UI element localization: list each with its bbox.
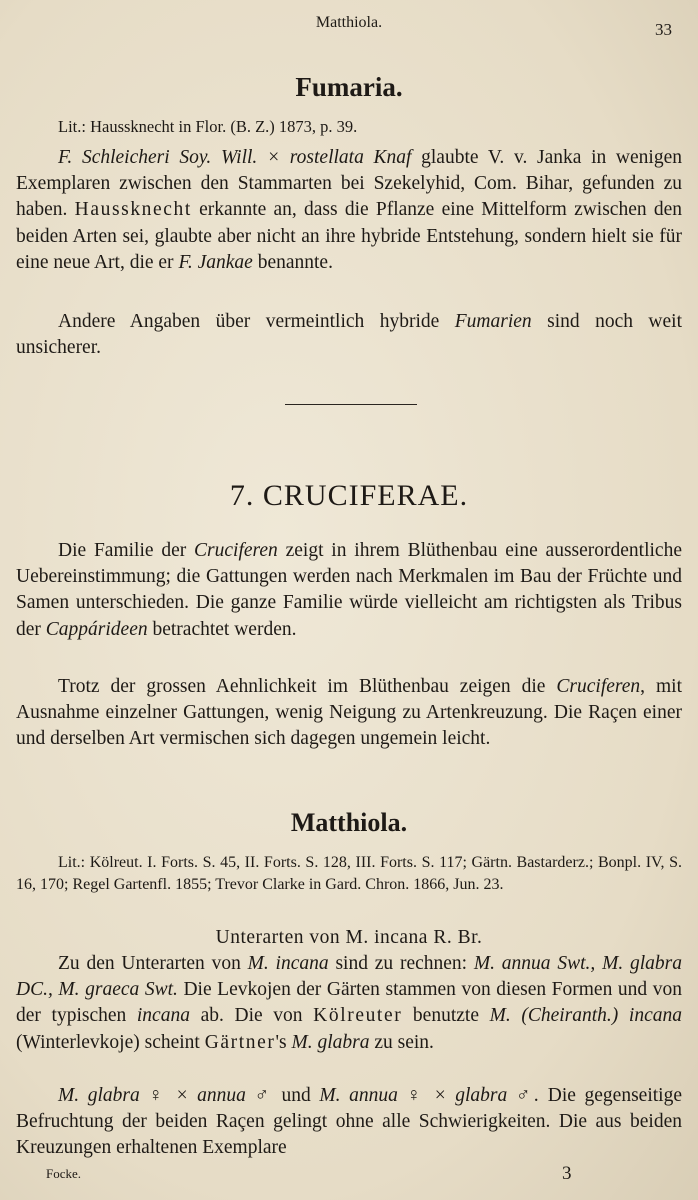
text: Die Levkojen der Gärten stammen von diesen Formen und von der typischen — [16, 979, 682, 1027]
text: Trotz der grossen Aehnlichkeit im Blüthenbau zeigen die — [58, 676, 557, 697]
matthiola-literature: Lit.: Kölreut. I. Forts. S. 45, II. Forts. S. 128, III. Forts. S. 117; Gärtn. Bastarderz.; Bonpl. IV, S. 16, 170; Regel Gartenfl. 1855; Trevor Clarke in Gard. Chron. 1866, Jun. 23. — [16, 854, 682, 893]
text: betrachtet werden. — [147, 618, 297, 640]
species-name: M. glabra — [291, 1031, 370, 1053]
cross-formula: M. glabra ♀ × annua ♂ — [58, 1085, 273, 1106]
author-name: Gärtner — [204, 1031, 276, 1053]
text: Die Familie der — [58, 540, 195, 561]
matthiola-subheading: Unterarten von M. incana R. Br. — [215, 927, 483, 948]
text: und — [272, 1085, 320, 1106]
text: erkannte an, dass die Pflanze eine Mittelform zwischen den beiden Arten sei, glaubte aber nicht an ihre hybride Entstehung, sondern hielt sie für eine neue Art, die er — [16, 199, 682, 273]
text: 's — [275, 1031, 292, 1053]
species-name: incana — [136, 1005, 190, 1027]
author-name: Kölreuter — [313, 1005, 403, 1027]
species-name: F. Jankae — [178, 251, 253, 273]
species-name: M. (Cheiranth.) incana — [489, 1005, 683, 1027]
text: Zu den Unterarten von — [58, 953, 248, 974]
running-title: Matthiola. — [315, 14, 383, 31]
text: glaubte V. v. Janka in wenigen Exemplaren zwischen den Stammarten bei Szekelyhid, Com. Bihar, gefunden zu haben. — [16, 147, 682, 221]
cross-formula: M. annua ♀ × glabra ♂. — [319, 1085, 540, 1106]
text: benannte. — [252, 251, 333, 273]
genus-name: Fumarien — [454, 311, 532, 332]
author-name: Haussknecht — [74, 199, 192, 221]
cruciferae-heading: 7. CRUCIFERAE. — [229, 479, 469, 512]
text: sind noch weit unsicherer. — [16, 311, 683, 359]
matthiola-paragraph-2 — [16, 1083, 682, 1162]
species-name: F. Schleicheri Soy. Will. × rostellata Knaf — [58, 147, 412, 168]
signature-mark: 3 — [562, 1163, 572, 1184]
cruciferae-paragraph-1 — [16, 538, 682, 643]
text: zeigt in ihrem Blüthenbau eine ausserordentliche Uebereinstimmung; die Gattungen werden nach Merkmalen im Bau der Früchte und Samen unterschieden. Die ganze Familie würde vielleicht am richtigsten als Tribus der — [16, 540, 682, 640]
species-names: M. annua Swt., M. glabra DC., M. graeca Swt. — [16, 953, 683, 1001]
section-divider — [285, 404, 417, 405]
text: (Winterlevkoje) scheint — [16, 1031, 205, 1053]
cruciferae-paragraph-2 — [16, 674, 682, 753]
text: zu sein. — [369, 1031, 434, 1053]
text: Die gegenseitige Befruchtung der beiden Raçen gelingt ohne alle Schwierigkeiten. Die aus beiden Kreuzungen erhaltenen Exemplare — [16, 1085, 682, 1159]
text: benutzte — [402, 1005, 490, 1027]
text: ab. Die von — [189, 1005, 314, 1027]
fumaria-paragraph-2 — [16, 309, 682, 361]
matthiola-heading: Matthiola. — [290, 808, 408, 837]
family-name: Cruciferen — [194, 540, 278, 561]
tribe-name: Cappárideen — [45, 618, 148, 640]
text: Andere Angaben über vermeintlich hybride — [58, 311, 455, 332]
footer-author: Focke. — [46, 1166, 82, 1181]
page-number: 33 — [655, 20, 672, 39]
fumaria-heading: Fumaria. — [295, 72, 403, 102]
text: sind zu rechnen: — [328, 953, 474, 974]
text: , mit Ausnahme einzelner Gattungen, wenig Neigung zu Artenkreuzung. Die Raçen einer und derselben Art vermischen sich dagegen ungemein leicht. — [16, 676, 682, 750]
species-name: M. incana — [247, 953, 329, 974]
family-name: Cruciferen — [556, 676, 641, 697]
matthiola-paragraph-1 — [16, 951, 682, 1056]
fumaria-literature: Lit.: Haussknecht in Flor. (B. Z.) 1873, p. 39. — [58, 117, 358, 136]
fumaria-paragraph-1 — [16, 145, 682, 276]
